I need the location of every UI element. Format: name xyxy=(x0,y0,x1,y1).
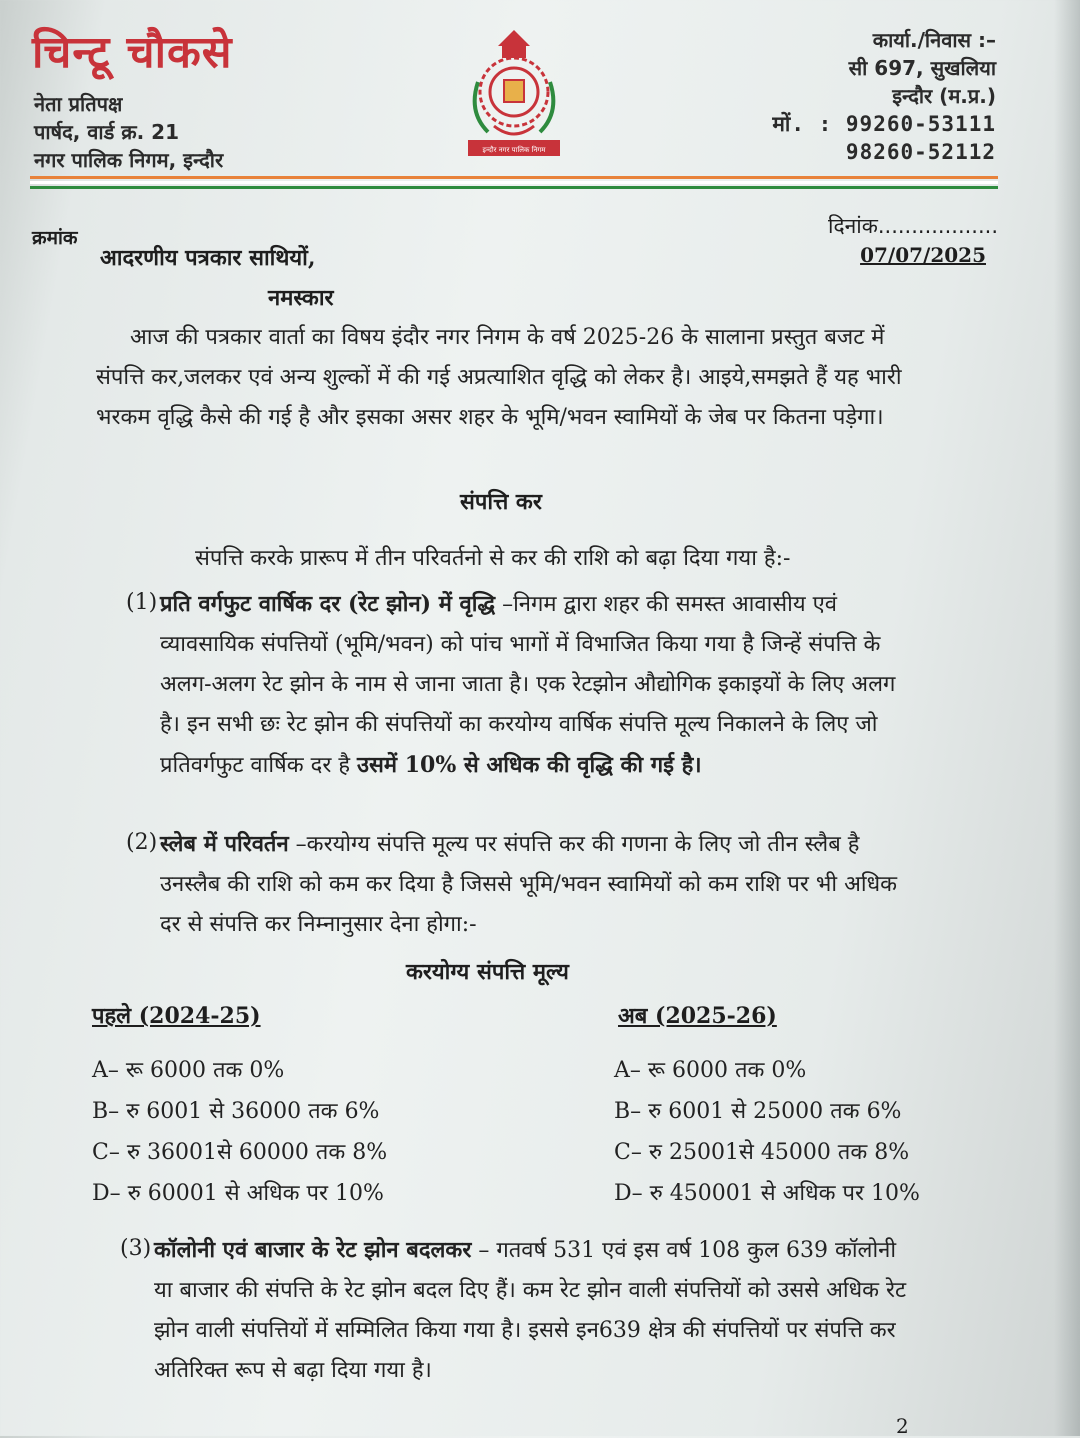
before-slab-c: C– रु 36001से 60000 तक 8% xyxy=(92,1140,388,1165)
point-2-paragraph xyxy=(160,824,918,945)
address-line: सी 697, सुखलिया xyxy=(848,56,996,80)
point-1-heading: प्रति वर्गफुट वार्षिक दर (रेट झोन) में वृद्धि xyxy=(160,591,496,617)
after-slab-a: A– रू 6000 तक 0% xyxy=(614,1058,807,1083)
municipal-corporation-logo xyxy=(458,22,570,162)
page-edge-shadow xyxy=(1054,0,1080,1436)
greeting: नमस्कार xyxy=(268,285,334,311)
after-slab-b: B– रु 6001 से 25000 तक 6% xyxy=(614,1099,902,1124)
intro-paragraph: आज की पत्रकार वार्ता का विषय इंदौर नगर निगम के वर्ष 2025-26 के सालाना प्रस्तुत बजट में संपत्ति कर,जलकर एवं अन्य शुल्कों में की गई अप्रत्याशित वृद्धि को लेकर है। आइये,समझते हैं यह भारी भरकम वृद्धि कैसे की गई है और इसका असर शहर के भूमि/भवन स्वामियों के जेब पर कितना पड़ेगा। xyxy=(96,325,902,430)
date-label: दिनांक.................. xyxy=(828,214,998,238)
logo-ribbon-text: इन्दौर नगर पालिक निगम xyxy=(482,146,546,154)
point-3-paragraph xyxy=(154,1230,918,1391)
reference-number-label: क्रमांक xyxy=(32,227,78,249)
section-intro: संपत्ति करके प्रारूप में तीन परिवर्तनो से कर की राशि को बढ़ा दिया गया है:- xyxy=(195,546,791,571)
point-2-text: –करयोग्य संपत्ति मूल्य पर संपत्ति कर की गणना के लिए जो तीन स्लैब है उनस्लैब की राशि को कम कर दिया है जिससे भूमि/भवन स्वामियों को कम राशि पर भी अधिक दर से संपत्ति कर निम्नानुसार देना होगा:- xyxy=(160,832,897,937)
page-number: 2 xyxy=(896,1414,909,1438)
ward-line: पार्षद, वार्ड क्र. 21 xyxy=(34,120,179,144)
before-slab-a: A– रू 6000 तक 0% xyxy=(92,1058,285,1083)
section-title: संपत्ति कर xyxy=(460,489,542,515)
after-slab-c: C– रु 25001से 45000 तक 8% xyxy=(614,1140,910,1165)
point-3-heading: कॉलोनी एवं बाजार के रेट झोन बदलकर xyxy=(154,1237,472,1263)
point-2-number: (2) xyxy=(126,830,158,855)
point-2-heading: स्लेब में परिवर्तन xyxy=(160,831,289,857)
city-line: इन्दौर (म.प्र.) xyxy=(892,84,996,108)
after-column-title: अब (2025-26) xyxy=(618,1003,777,1029)
point-3-number: (3) xyxy=(120,1236,152,1261)
divider-green xyxy=(30,186,998,189)
point-1-paragraph xyxy=(160,584,918,786)
letterhead-name: चिन्टू चौकसे xyxy=(32,27,233,78)
after-slab-d: D– रु 450001 से अधिक पर 10% xyxy=(614,1181,920,1206)
phone-2: 98260-52112 xyxy=(845,140,996,164)
divider-white xyxy=(30,181,998,184)
point-1-text: –निगम द्वारा शहर की समस्त आवासीय एवं व्यावसायिक संपत्तियों (भूमि/भवन) को पांच भागों में विभाजित किया गया है जिन्हें संपत्ति के अलग-अलग रेट झोन के नाम से जाना जाता है। एक रेटझोन औद्योगिक इकाइयों के लिए अलग है। इन सभी छः रेट झोन की संपत्तियों का करयोग्य वार्षिक संपत्ति मूल्य निकालने के लिए जो प्रतिवर्गफुट वार्षिक दर है xyxy=(160,592,896,778)
salutation: आदरणीय पत्रकार साथियों, xyxy=(100,245,316,271)
point-1-number: (1) xyxy=(126,590,158,615)
designation-line: नेता प्रतिपक्ष xyxy=(34,92,123,116)
before-column-title: पहले (2024-25) xyxy=(92,1003,261,1029)
phone-1: मों. : 99260-53111 xyxy=(772,112,996,136)
slab-table-title: करयोग्य संपत्ति मूल्य xyxy=(406,959,569,985)
point-1-emphasis: उसमें 10% से अधिक की वृद्धि की गई है। xyxy=(357,752,702,778)
office-label: कार्या./निवास :– xyxy=(872,28,996,52)
point-3-text: – गतवर्ष 531 एवं इस वर्ष 108 कुल 639 कॉलोनी या बाजार की संपत्ति के रेट झोन बदल दिए हैं। कम रेट झोन वाली संपत्तियों को उससे अधिक रेट झोन वाली संपत्तियों में सम्मिलित किया गया है। इससे इन639 क्षेत्र की संपत्तियों पर संपत्ति कर अतिरिक्त रूप से बढ़ा दिया गया है। xyxy=(154,1238,907,1383)
corporation-line: नगर पालिक निगम, इन्दौर xyxy=(34,148,224,172)
before-slab-d: D– रु 60001 से अधिक पर 10% xyxy=(92,1181,384,1206)
before-slab-b: B– रु 6001 से 36000 तक 6% xyxy=(92,1099,380,1124)
date-value: 07/07/2025 xyxy=(860,243,986,267)
divider-saffron xyxy=(30,176,998,179)
